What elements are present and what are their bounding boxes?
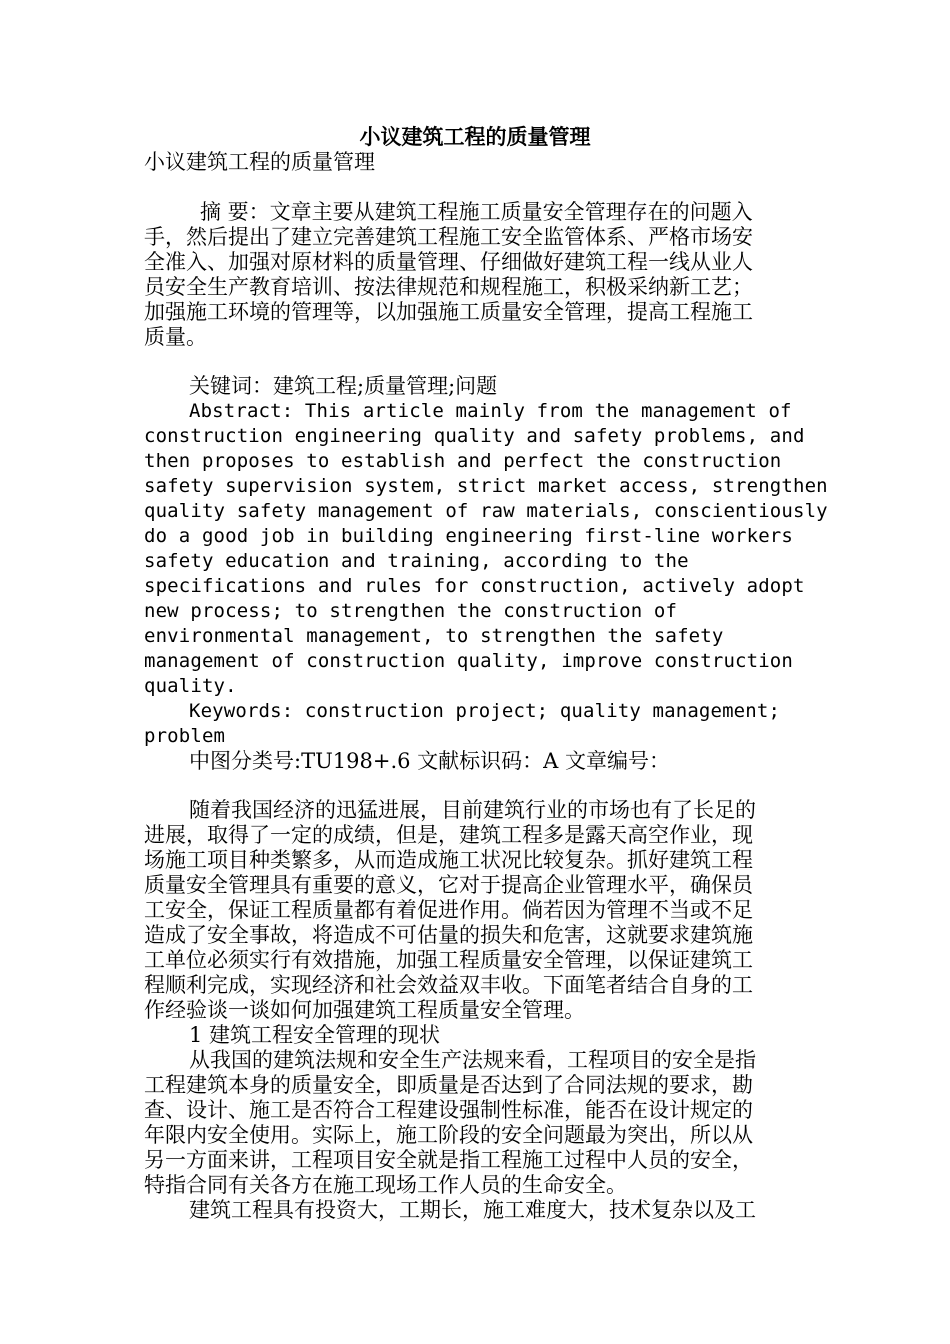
abstract-en-line: quality safety management of raw materials, conscientiously <box>144 500 828 522</box>
abstract-en-line: do a good job in building engineering first-line workers <box>144 525 793 547</box>
section-1-line: 另一方面来讲，工程项目安全就是指工程施工过程中人员的安全， <box>144 1148 753 1172</box>
abstract-cn-line: 加强施工环境的管理等，以加强施工质量安全管理，提高工程施工 <box>144 300 753 324</box>
intro-line: 进展，取得了一定的成绩，但是，建筑工程多是露天高空作业，现 <box>144 823 753 847</box>
abstract-en-line: construction engineering quality and safety problems, and <box>144 425 805 447</box>
intro-line: 质量安全管理具有重要的意义，它对于提高企业管理水平，确保员 <box>144 873 753 897</box>
section-1-paragraph-2-line: 建筑工程具有投资大，工期长，施工难度大，技术复杂以及工 <box>189 1198 756 1222</box>
section-1-line: 特指合同有关各方在施工现场工作人员的生命安全。 <box>144 1173 627 1197</box>
abstract-en-line: then proposes to establish and perfect the construction <box>144 450 782 472</box>
keywords-cn: 关键词：建筑工程;质量管理;问题 <box>189 374 498 398</box>
intro-line: 造成了安全事故，将造成不可估量的损失和危害，这就要求建筑施 <box>144 923 753 947</box>
intro-line: 作经验谈一谈如何加强建筑工程质量安全管理。 <box>144 998 585 1022</box>
section-1-line: 查、设计、施工是否符合工程建设强制性标准，能否在设计规定的 <box>144 1098 753 1122</box>
intro-line: 工安全，保证工程质量都有着促进作用。倘若因为管理不当或不足 <box>144 898 753 922</box>
document-subtitle: 小议建筑工程的质量管理 <box>144 150 375 174</box>
section-1-line: 年限内安全使用。实际上，施工阶段的安全问题最为突出，所以从 <box>144 1123 753 1147</box>
section-heading: 1 建筑工程安全管理的现状 <box>189 1023 441 1047</box>
abstract-cn-line: 员安全生产教育培训、按法律规范和规程施工，积极采纳新工艺； <box>144 275 753 299</box>
abstract-en-line: specifications and rules for construction, actively adopt <box>144 575 805 597</box>
abstract-en-line: environmental management, to strengthen the safety <box>144 625 724 647</box>
intro-line: 工单位必须实行有效措施，加强工程质量安全管理，以保证建筑工 <box>144 948 753 972</box>
abstract-en-line: safety supervision system, strict market access, strengthen <box>144 475 828 497</box>
intro-line: 程顺利完成，实现经济和社会效益双丰收。下面笔者结合自身的工 <box>144 973 753 997</box>
document-title: 小议建筑工程的质量管理 <box>359 124 591 149</box>
abstract-cn-line: 手，然后提出了建立完善建筑工程施工安全监管体系、严格市场安 <box>144 225 753 249</box>
section-1-line: 工程建筑本身的质量安全，即质量是否达到了合同法规的要求，勘 <box>144 1073 753 1097</box>
abstract-en-line: new process; to strengthen the construction of <box>144 600 678 622</box>
abstract-cn-line: 全准入、加强对原材料的质量管理、仔细做好建筑工程一线从业人 <box>144 250 753 274</box>
abstract-en-line: safety education and training, according to the <box>144 550 689 572</box>
keywords-en-line: problem <box>144 725 226 747</box>
abstract-cn-line: 摘 要：文章主要从建筑工程施工质量安全管理存在的问题入 <box>200 200 753 224</box>
intro-line: 场施工项目种类繁多，从而造成施工状况比较复杂。抓好建筑工程 <box>144 848 753 872</box>
intro-line: 随着我国经济的迅猛进展，目前建筑行业的市场也有了长足的 <box>189 798 756 822</box>
abstract-en-line: quality. <box>144 675 237 697</box>
abstract-en-line: management of construction quality, improve construction <box>144 650 793 672</box>
section-1-line: 从我国的建筑法规和安全生产法规来看，工程项目的安全是指 <box>189 1048 756 1072</box>
abstract-en-line: Abstract: This article mainly from the management of <box>189 400 792 422</box>
keywords-en-line: Keywords: construction project; quality management; <box>189 700 781 722</box>
classification-line: 中图分类号:TU198+.6 文献标识码：A 文章编号： <box>189 749 671 773</box>
abstract-cn-line: 质量。 <box>144 325 207 349</box>
